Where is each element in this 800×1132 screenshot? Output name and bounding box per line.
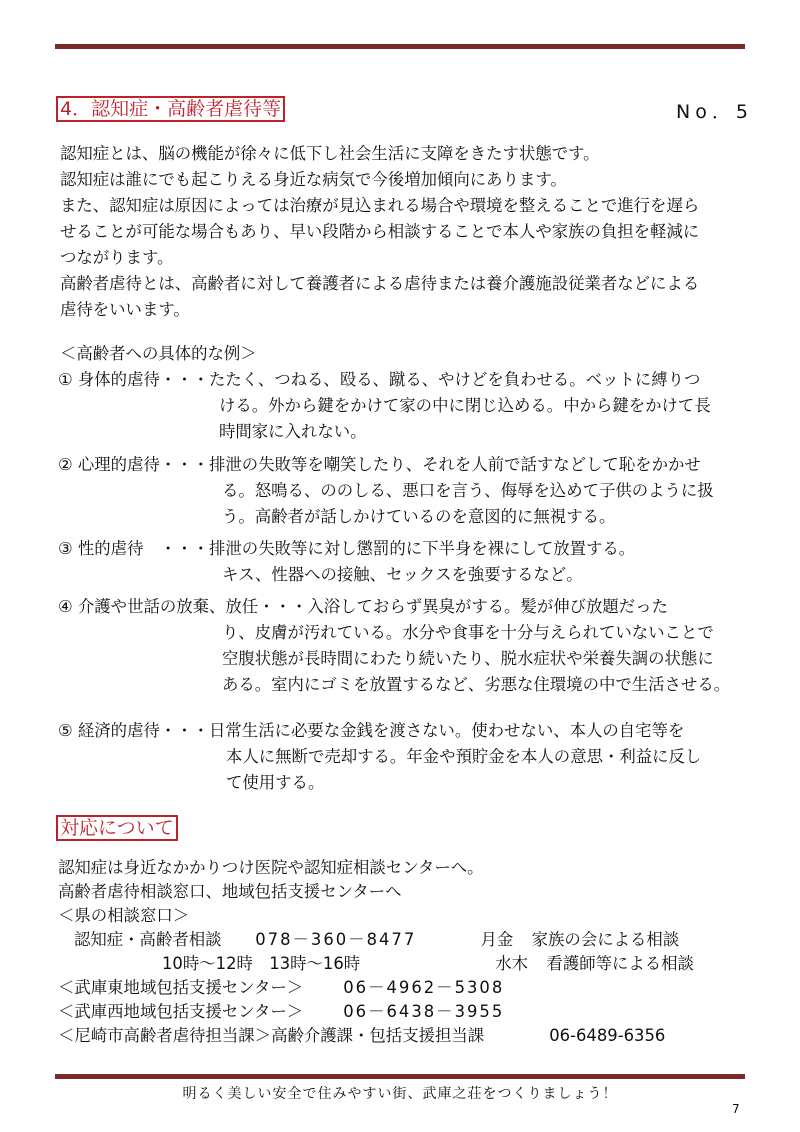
example-head: ⑤ 経済的虐待・・・日常生活に必要な金銭を渡さない。使わせない、本人の自宅等を	[58, 721, 685, 740]
pref-contact-row	[74, 928, 679, 952]
example-neglect	[58, 594, 668, 620]
pref-days: 水木	[495, 954, 528, 973]
example-head: ④ 介護や世話の放棄、放任・・・入浴しておらず異臭がする。髪が伸び放題だった	[58, 597, 668, 616]
example-head: ③ 性的虐待 ・・・排泄の失敗等に対し懲罰的に下半身を裸にして放置する。	[58, 539, 636, 558]
example-sexual-abuse	[58, 536, 635, 562]
example-cont: 空腹状態が長時間にわたり続いたり、脱水症状や栄養失調の状態に	[222, 649, 714, 668]
pref-phone: 078－360－8477	[255, 930, 417, 949]
page-number: 7	[732, 1102, 740, 1116]
response-line: 高齢者虐待相談窓口、地域包括支援センターへ	[58, 882, 402, 901]
pref-heading: ＜県の相談窓口＞	[58, 906, 190, 925]
city-office-label: ＜尼崎市高齢者虐待担当課＞高齢介護課・包括支援担当課	[58, 1026, 485, 1045]
east-center-phone: 06－4962－5308	[343, 978, 505, 997]
example-cont: ける。外から鍵をかけて家の中に閉じ込める。中から鍵をかけて長	[219, 396, 711, 415]
examples-heading: ＜高齢者への具体的な例＞	[60, 344, 257, 363]
intro-line: 認知症は誰にでも起こりえる身近な病気で今後増加傾向にあります。	[60, 170, 567, 189]
example-cont: り、皮膚が汚れている。水分や食事を十分与えられていないことで	[222, 623, 714, 642]
example-cont: て使用する。	[226, 773, 325, 792]
section-title: 4．認知症・高齢者虐待等	[56, 96, 285, 122]
west-center-phone: 06－6438－3955	[343, 1002, 505, 1021]
intro-line: せることが可能な場合もあり、早い段階から相談することで本人や家族の負担を軽減に	[60, 222, 700, 241]
top-rule	[55, 44, 745, 49]
pref-note: 看護師等による相談	[546, 954, 694, 973]
bottom-rule	[55, 1074, 745, 1079]
intro-line: 虐待をいいます。	[60, 300, 190, 319]
east-center-row	[58, 976, 504, 1000]
response-line: 認知症は身近なかかりつけ医院や認知症相談センターへ。	[58, 858, 484, 877]
pref-hours: 10時～12時 13時～16時	[162, 954, 361, 973]
footer-slogan: 明るく美しい安全で住みやすい街、武庫之荘をつくりましょう！	[182, 1086, 618, 1102]
intro-line: つながります。	[60, 248, 174, 267]
example-cont: ある。室内にゴミを放置するなど、劣悪な住環境の中で生活させる。	[222, 675, 731, 694]
city-office-row	[58, 1024, 665, 1048]
example-financial-abuse	[58, 718, 684, 744]
example-psychological-abuse	[58, 452, 701, 478]
intro-line: 認知症とは、脳の機能が徐々に低下し社会生活に支障をきたす状態です。	[60, 144, 600, 163]
pref-days: 月金	[480, 930, 514, 949]
document-number: No．5	[676, 101, 753, 123]
response-title: 対応について	[56, 815, 178, 841]
intro-line: 高齢者虐待とは、高齢者に対して養護者による虐待または養介護施設従業者などによる	[60, 274, 700, 293]
example-cont: キス、性器への接触、セックスを強要するなど。	[222, 565, 583, 584]
example-head: ① 身体的虐待・・・たたく、つねる、殴る、蹴る、やけどを負わせる。ベットに縛りつ	[58, 370, 701, 389]
example-cont: 本人に無断で売却する。年金や預貯金を本人の意思・利益に反し	[226, 747, 702, 766]
example-cont: 時間家に入れない。	[219, 422, 367, 441]
west-center-row	[58, 1000, 504, 1024]
example-physical-abuse	[58, 367, 700, 393]
pref-note: 家族の会による相談	[531, 930, 680, 949]
pref-hours-row	[162, 952, 694, 976]
pref-label: 認知症・高齢者相談	[74, 930, 222, 949]
east-center-label: ＜武庫東地域包括支援センター＞	[58, 978, 304, 997]
example-cont: う。高齢者が話しかけているのを意図的に無視する。	[222, 507, 616, 526]
intro-line: また、認知症は原因によっては治療が見込まれる場合や環境を整えることで進行を遅ら	[60, 196, 700, 215]
example-cont: る。怒鳴る、ののしる、悪口を言う、侮辱を込めて子供のように扱	[222, 481, 714, 500]
example-head: ② 心理的虐待・・・排泄の失敗等を嘲笑したり、それを人前で話すなどして恥をかかせ	[58, 455, 701, 474]
west-center-label: ＜武庫西地域包括支援センター＞	[58, 1002, 304, 1021]
city-office-phone: 06-6489-6356	[549, 1026, 666, 1045]
